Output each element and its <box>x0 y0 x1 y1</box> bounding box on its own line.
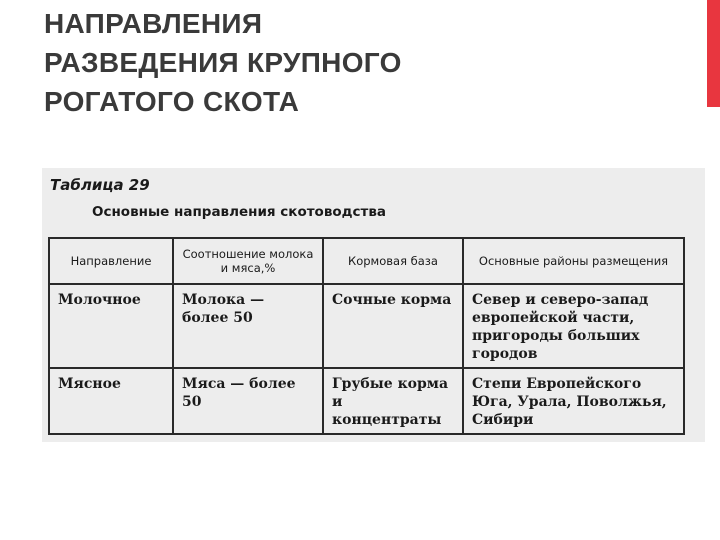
cattle-directions-table <box>48 237 685 435</box>
table-header-row <box>49 238 684 284</box>
accent-bar <box>707 0 720 107</box>
cell-regions: Степи Европейского Юга, Урала, Поволжья, Сибири <box>463 368 684 434</box>
header-regions: Основные районы размещения <box>463 238 684 284</box>
cell-feed-base: Грубые корма и концентраты <box>323 368 463 434</box>
cell-direction: Молочное <box>49 284 173 368</box>
table-row <box>49 368 684 434</box>
slide-title-line: НАПРАВЛЕНИЯ <box>44 8 263 39</box>
cell-ratio: Мяса — более 50 <box>173 368 323 434</box>
table-row <box>49 284 684 368</box>
header-feed-base: Кормовая база <box>323 238 463 284</box>
cell-ratio: Молока — более 50 <box>173 284 323 368</box>
cell-feed-base: Сочные корма <box>323 284 463 368</box>
header-direction: Направление <box>49 238 173 284</box>
slide-title <box>44 4 684 121</box>
cell-direction: Мясное <box>49 368 173 434</box>
cell-regions: Север и северо-запад европейской части, пригороды больших городов <box>463 284 684 368</box>
header-ratio: Соотношение молока и мяса,% <box>173 238 323 284</box>
scanned-table-image <box>42 168 705 442</box>
table-caption: Основные направления скотоводства <box>92 204 387 220</box>
table-number: Таблица 29 <box>50 176 150 194</box>
slide-title-line: РОГАТОГО СКОТА <box>44 86 300 117</box>
slide-title-line: РАЗВЕДЕНИЯ КРУПНОГО <box>44 47 402 78</box>
